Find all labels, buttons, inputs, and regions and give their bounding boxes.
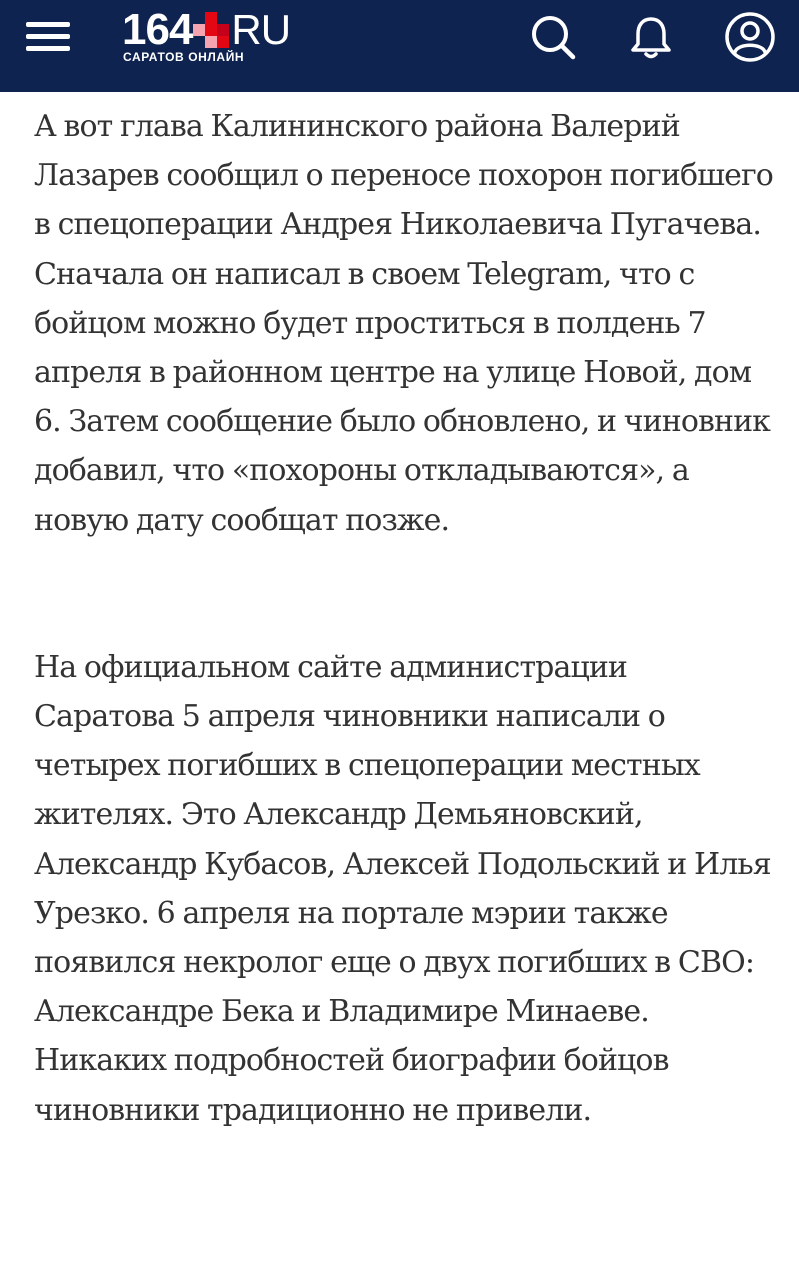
logo-suffix: RU	[231, 6, 291, 53]
user-icon[interactable]	[724, 11, 776, 63]
article-body	[34, 102, 774, 1135]
logo-subtitle: САРАТОВ ОНЛАЙН	[123, 50, 245, 64]
article-paragraph: На официальном сайте администрации Саратова 5 апреля чиновники написали о четырех погибших в спецоперации местных жителях. Это Александр Демьяновский, Александр Кубасов, Алексей Подольский и Илья Урезко. 6 апреля на портале мэрии также появился некролог еще о двух погибших в СВО: Александре Бека и Владимире Минаеве. Никаких подробностей биографии бойцов чиновники традиционно не привели.	[34, 649, 771, 1128]
logo-mark-icon	[193, 12, 229, 48]
logo-number: 164	[122, 5, 193, 54]
search-icon[interactable]	[530, 14, 576, 60]
article-paragraph: А вот глава Калининского района Валерий Лазарев сообщил о переносе похорон погибшего в спецоперации Андрея Николаевича Пугачева. Сначала он написал в своем Telegram, что с бойцом можно будет проститься в полдень 7 апреля в районном центре на улице Новой, дом 6. Затем сообщение было обновлено, и чиновник добавил, что «похороны откладываются», а новую дату сообщат позже.	[34, 109, 773, 538]
menu-icon[interactable]	[26, 17, 72, 57]
site-logo[interactable]	[122, 5, 372, 70]
bell-icon[interactable]	[628, 14, 674, 60]
site-header	[0, 0, 799, 92]
